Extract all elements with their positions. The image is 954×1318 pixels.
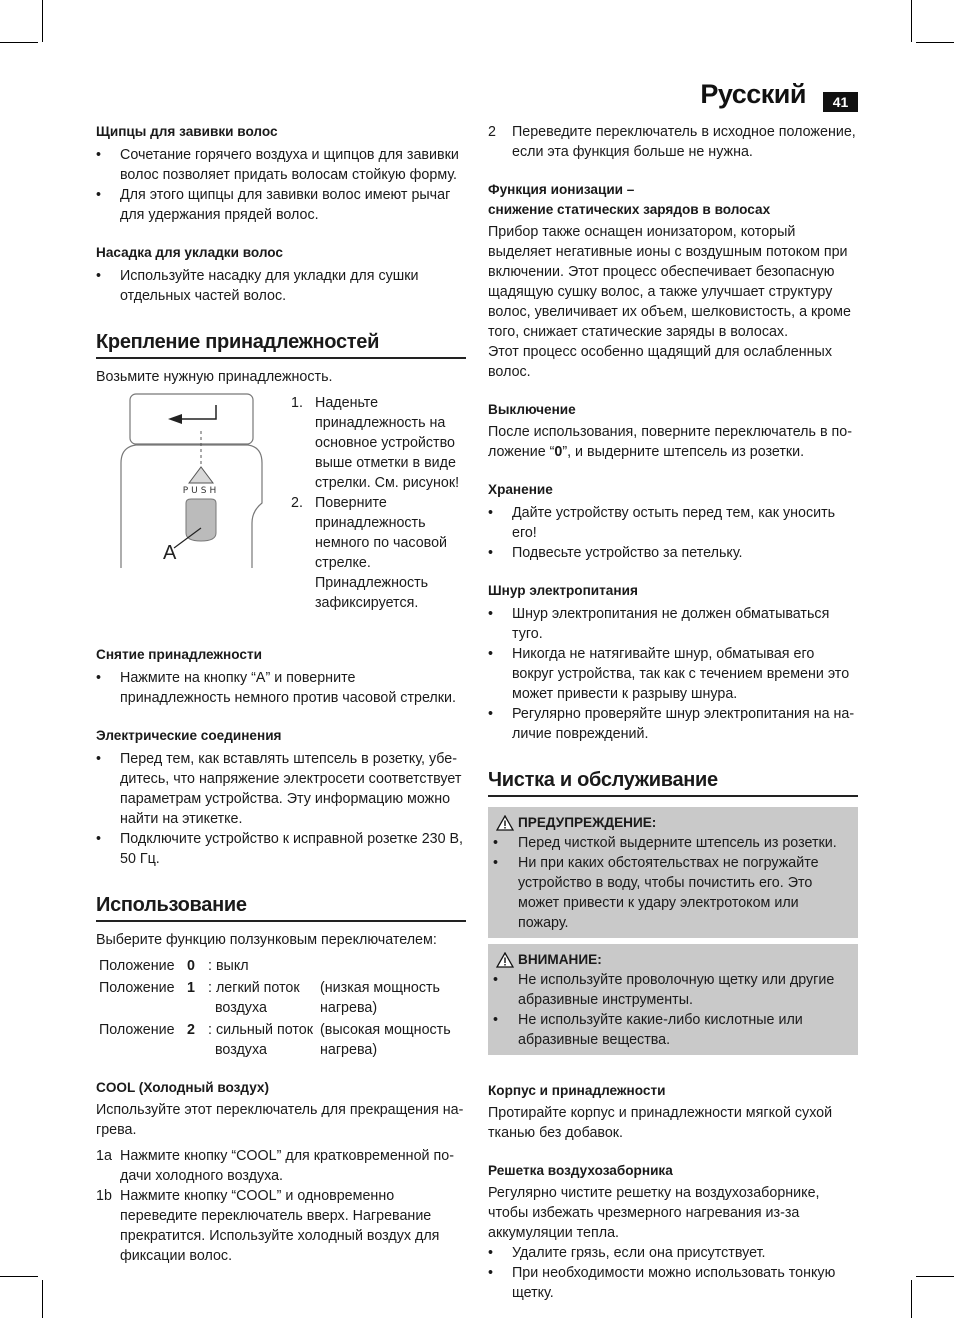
grille-text: Регулярно чистите решетку на воздухозаборнике, чтобы избежать чрезмерного нагревания из-за аккумуляции тепла. (488, 1185, 820, 1241)
grille-list (488, 1243, 858, 1303)
cool-steps (96, 1146, 466, 1266)
ion-text-2: Этот процесс особенно щадящий для ослабленных волос. (488, 344, 832, 380)
warning-icon (496, 815, 514, 831)
list-item: • При необходимости можно использовать тонкую щетку. (488, 1263, 858, 1303)
ion-title: Функция ионизации – снижение статических зарядов в волосах (488, 182, 771, 217)
list-item: 2 Переведите переключатель в исходное положение, если эта функция больше не нужна. (488, 124, 856, 160)
list-item: • Перед тем, как вставлять штепсель в розетку, убедитесь, что напряжение электросети соответствует параметрам устройства. Эту информацию можно найти на этикетке. (96, 749, 466, 829)
warning-list (493, 833, 850, 933)
crop-mark (42, 0, 43, 42)
off-title: Выключение (488, 402, 576, 417)
electric-title: Электрические соединения (96, 728, 282, 743)
curling-title: Щипцы для завивки волос (96, 124, 278, 139)
attachment-figure (116, 393, 271, 568)
ion-text: Прибор также оснащен ионизатором, который выделяет негативные ионы с воздушным потоком при включении. Этот процесс обеспечивает безопасную щадящую сушку волос, а также улучшает структуру волос, увеличивает их объем, шелковистость, а кроме того, снижает статические заряды в волосах. (488, 224, 851, 340)
body-text: Протирайте корпус и принадлежности мягкой сухой тканью без добавок. (488, 1105, 833, 1141)
cord-title: Шнур электропитания (488, 583, 638, 598)
attachment-illustration (116, 393, 271, 568)
left-column (96, 122, 466, 1266)
list-item: • Нажмите на кнопку “A” и поверните принадлежность немного против часовой стрелки. (96, 668, 466, 708)
clean-heading: Чистка и обслуживание (488, 770, 858, 797)
cord-list (488, 604, 858, 744)
usage-heading: Использование (96, 895, 466, 922)
crop-mark (0, 42, 38, 43)
list-item: • Удалите грязь, если она присутствует. (488, 1243, 858, 1263)
list-item: 1a Нажмите кнопку “COOL” для кратковременной подачи холодного воздуха. (96, 1148, 454, 1184)
off-text: После использования, поверните переключатель в положение “0”, и выдерните штепсель из розетки. (488, 424, 852, 460)
list-item: • Ни при каких обстоятельствах не погружайте устройство в воду, чтобы почистить его. Это может привести к удару электротоком или пожару. (493, 853, 850, 933)
crop-mark (916, 1276, 954, 1277)
list-item: • Шнур электропитания не должен обматываться туго. (488, 604, 858, 644)
storage-list (488, 503, 858, 563)
list-item: • Никогда не натягивайте шнур, обматывая его вокруг устройства, так как с течением времени это может привести к разрыву шнура. (488, 644, 858, 704)
warning-icon (496, 952, 514, 968)
list-item: • Не используйте проволочную щетку или другие абразивные инструменты. (493, 970, 850, 1010)
list-item: • Используйте насадку для укладки для сушки отдельных частей волос. (96, 266, 466, 306)
crop-mark (42, 1280, 43, 1318)
caution-list (493, 970, 850, 1050)
curling-list (96, 145, 466, 225)
cool-step-2 (488, 122, 858, 162)
list-item: • Не используйте какие-либо кислотные или абразивные вещества. (493, 1010, 850, 1050)
cool-title: COOL (Холодный воздух) (96, 1080, 270, 1095)
caution-title: ВНИМАНИЕ: (518, 952, 602, 967)
warning-box (488, 807, 858, 938)
grille-title: Решетка воздухозаборника (488, 1163, 673, 1178)
list-item: • Для этого щипцы для завивки волос имеют рычаг для удержания прядей волос. (96, 185, 466, 225)
crop-mark (0, 1276, 38, 1277)
caution-box (488, 944, 858, 1055)
styling-title: Насадка для укладки волос (96, 245, 283, 260)
table-row: Положение 1 : легкий поток воздуха (низкая мощность нагрева) (99, 980, 440, 1016)
figure-letter-a: A (163, 542, 177, 564)
list-item: 1. Наденьте принадлежность на основное устройство выше отметки в виде стрелки. См. рисунок! (291, 395, 460, 491)
table-row: Положение 2 : сильный поток воздуха (высокая мощность нагрева) (99, 1022, 451, 1058)
cool-intro: Используйте этот переключатель для прекращения нагрева. (96, 1102, 464, 1138)
attach-figure-row (96, 393, 466, 613)
crop-mark (911, 0, 912, 42)
list-item: • Дайте устройству остыть перед тем, как уносить его! (488, 503, 858, 543)
attach-steps (291, 393, 466, 613)
list-item: • Регулярно проверяйте шнур электропитания на наличие повреждений. (488, 704, 858, 744)
list-item: 1b Нажмите кнопку “COOL” и одновременно переведите переключатель вверх. Нагревание прекратится. Используйте холодный воздух для фиксации волос. (96, 1188, 440, 1264)
table-row: Положение 0 : выкл (99, 958, 249, 974)
electric-list (96, 749, 466, 869)
attach-heading: Крепление принадлежностей (96, 332, 466, 359)
push-label: PUSH (182, 486, 220, 496)
crop-mark (911, 1280, 912, 1318)
body-title: Корпус и принадлежности (488, 1083, 666, 1098)
warning-title: ПРЕДУПРЕЖДЕНИЕ: (518, 815, 657, 830)
usage-intro: Выберите функцию ползунковым переключателем: (96, 932, 437, 948)
list-item: • Подвесьте устройство за петельку. (488, 543, 858, 563)
attach-intro: Возьмите нужную принадлежность. (96, 369, 333, 385)
list-item: • Перед чисткой выдерните штепсель из розетки. (493, 833, 850, 853)
list-item: 2. Поверните принадлежность немного по часовой стрелке. Принадлежность зафиксируется. (291, 495, 448, 611)
right-column (488, 122, 858, 1303)
page-language-title: Русский (700, 79, 806, 109)
styling-list (96, 266, 466, 306)
switch-positions-table (99, 956, 451, 1060)
remove-list (96, 668, 466, 708)
remove-title: Снятие принадлежности (96, 647, 262, 662)
list-item: • Сочетание горячего воздуха и щипцов для завивки волос позволяет придать волосам стойкую форму. (96, 145, 466, 185)
storage-title: Хранение (488, 482, 553, 497)
crop-mark (916, 42, 954, 43)
list-item: • Подключите устройство к исправной розетке 230 В, 50 Гц. (96, 829, 466, 869)
page-number: 41 (823, 92, 858, 112)
